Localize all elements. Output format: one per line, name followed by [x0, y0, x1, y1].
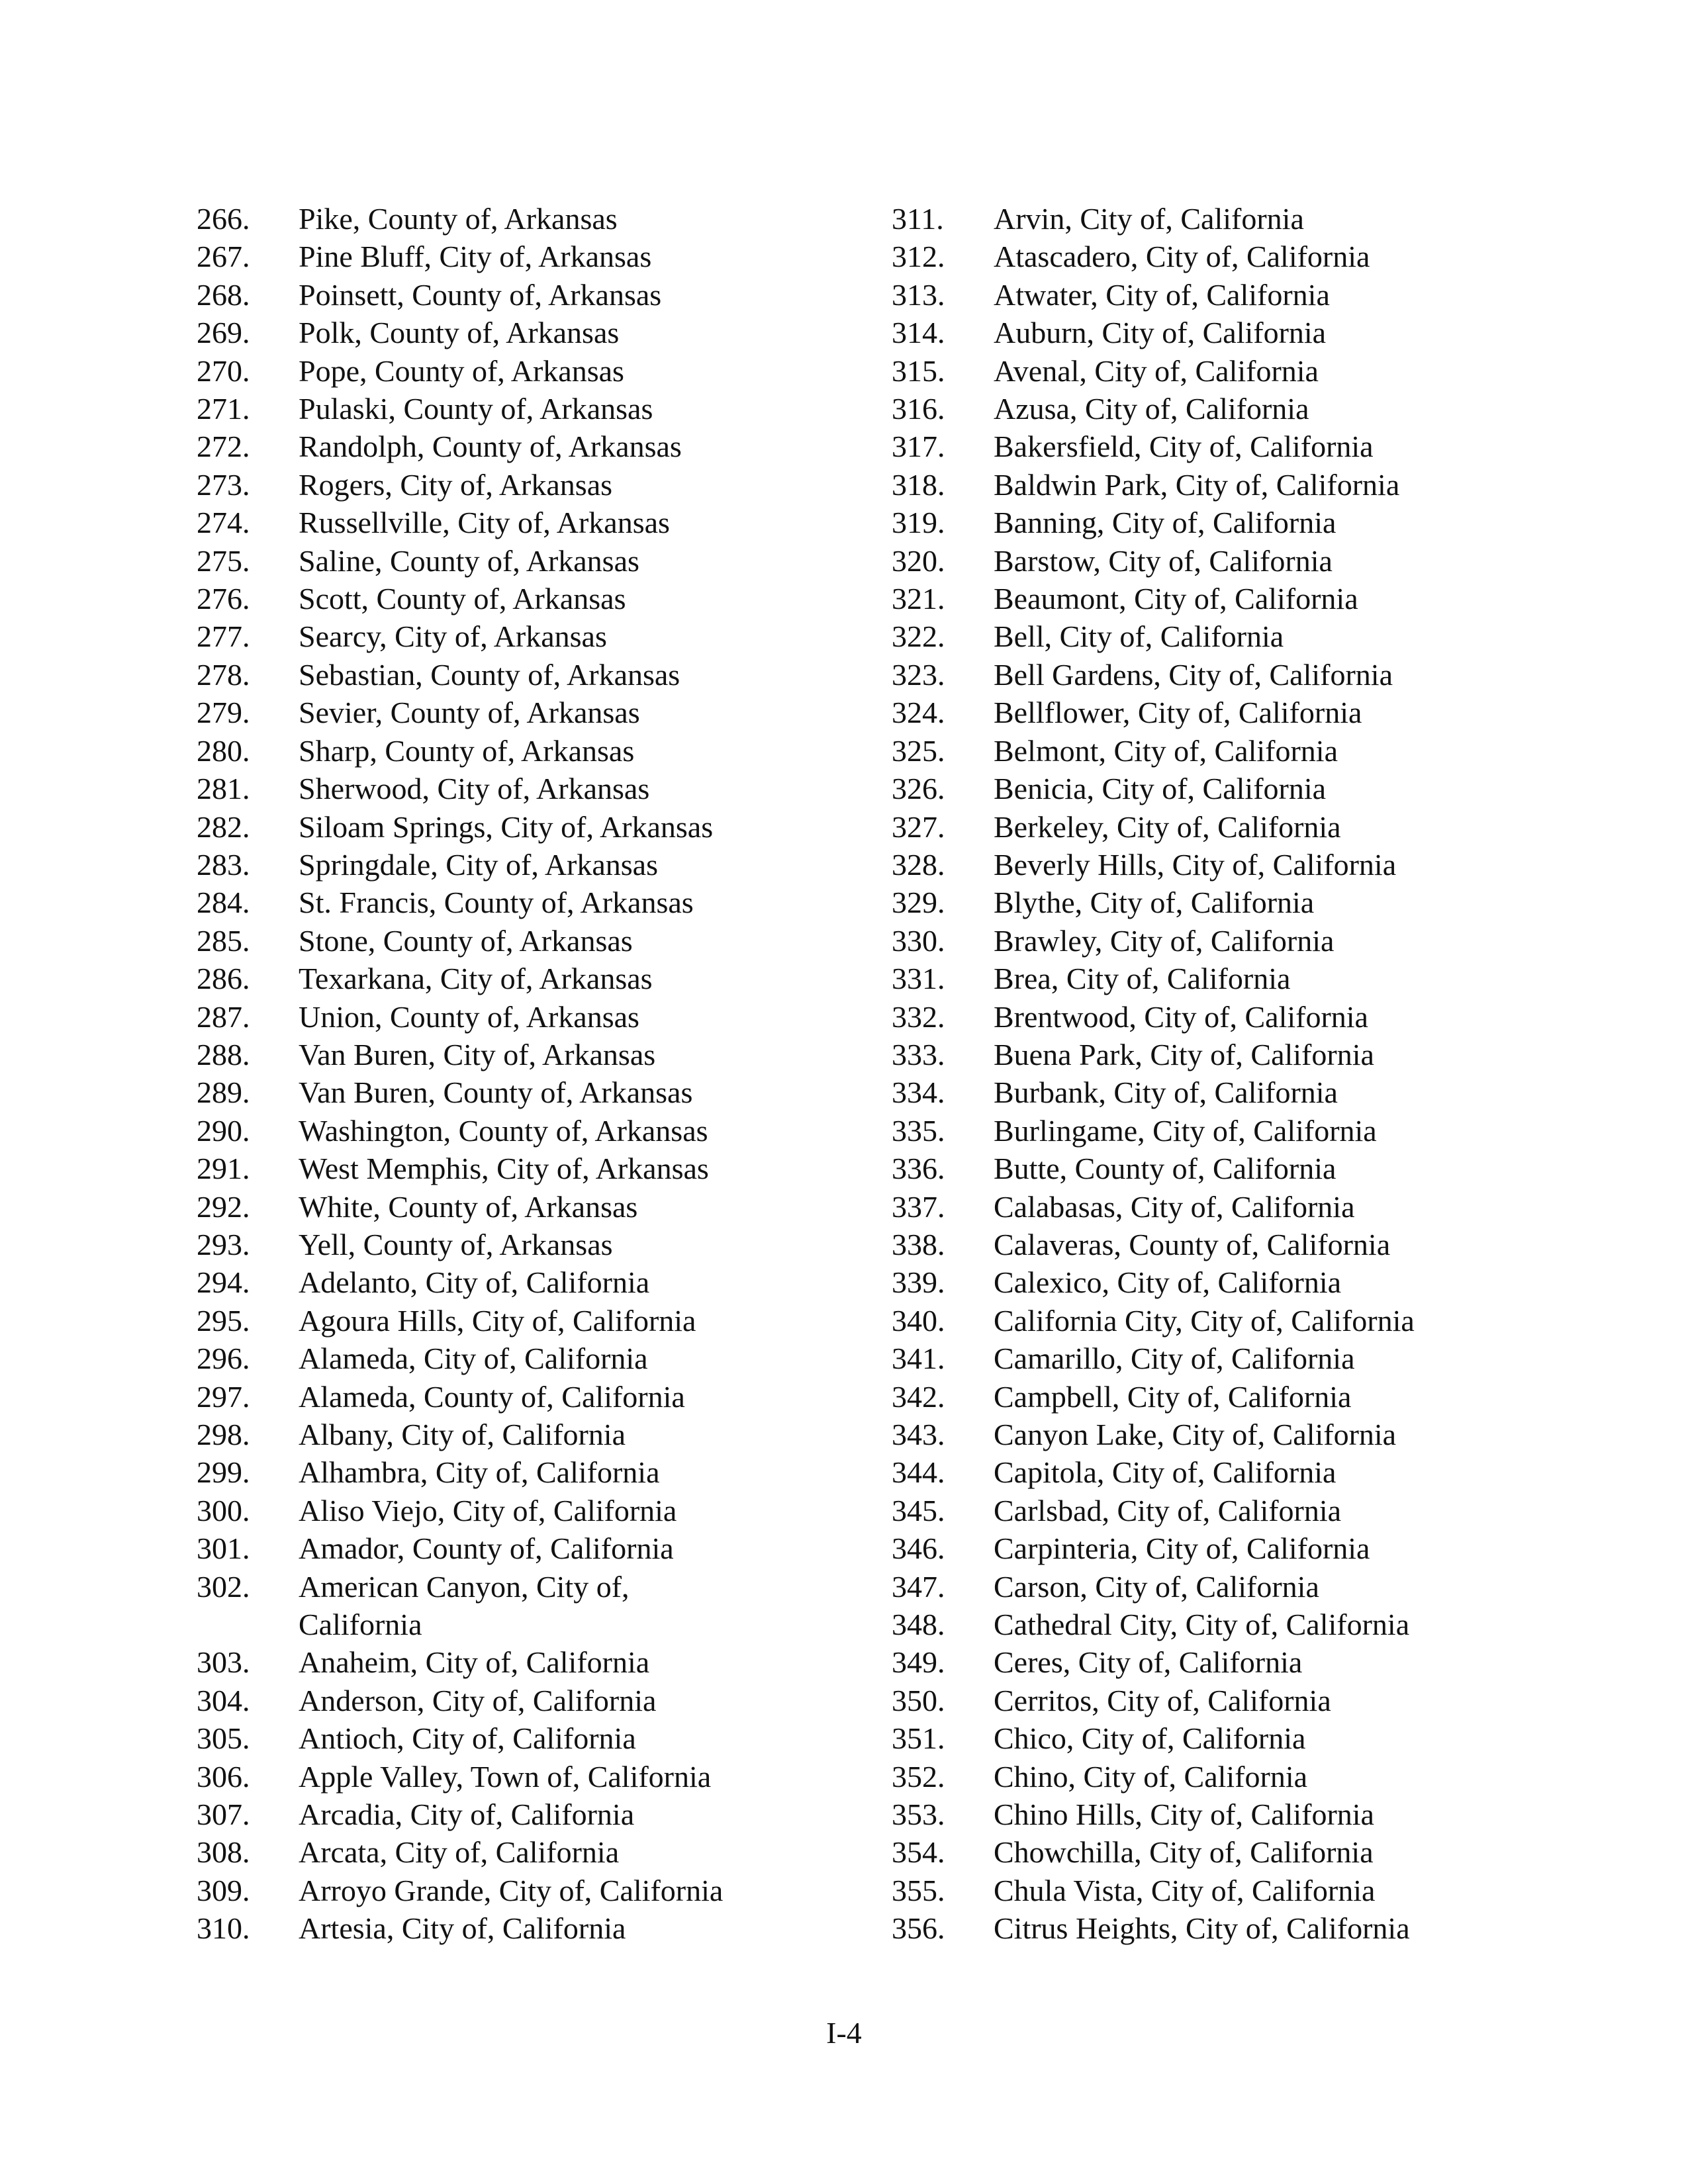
list-item: [197, 1188, 859, 1226]
item-name: Calabasas, City of, California: [994, 1189, 1355, 1224]
item-number: 333.: [892, 1037, 945, 1071]
list-item: [892, 922, 1554, 960]
item-number: 313.: [892, 277, 945, 312]
item-number: 304.: [197, 1683, 250, 1717]
list-item: [892, 1719, 1554, 1757]
item-name: Capitola, City of, California: [994, 1455, 1336, 1490]
list-item: [892, 617, 1554, 655]
item-number: 354.: [892, 1835, 945, 1870]
item-number: 323.: [892, 657, 945, 692]
item-number: 312.: [892, 240, 945, 274]
item-name: Auburn, City of, California: [994, 316, 1327, 350]
item-name: Brawley, City of, California: [994, 923, 1335, 958]
list-item: [892, 1073, 1554, 1111]
item-name: Azusa, City of, California: [994, 392, 1309, 426]
item-name: Alameda, County of, California: [299, 1379, 685, 1414]
list-item: [197, 1263, 859, 1301]
item-name: Citrus Heights, City of, California: [994, 1911, 1410, 1946]
item-name: Pulaski, County of, Arkansas: [299, 392, 653, 426]
item-number: 351.: [892, 1721, 945, 1756]
list-item: [892, 1682, 1554, 1719]
item-number: 325.: [892, 733, 945, 768]
item-name: Campbell, City of, California: [994, 1379, 1352, 1414]
item-number: 341.: [892, 1342, 945, 1376]
item-name: Butte, County of, California: [994, 1152, 1336, 1186]
item-number: 295.: [197, 1303, 250, 1338]
list-item: [892, 1378, 1554, 1416]
item-number: 324.: [892, 696, 945, 730]
list-item: [197, 846, 859, 884]
item-number: 301.: [197, 1531, 250, 1566]
item-name: Beaumont, City of, California: [994, 582, 1358, 616]
item-number: 314.: [892, 316, 945, 350]
item-name: Union, County of, Arkansas: [299, 999, 639, 1034]
item-name: White, County of, Arkansas: [299, 1189, 638, 1224]
list-item: [892, 1796, 1554, 1833]
item-number: 267.: [197, 240, 250, 274]
item-number: 276.: [197, 582, 250, 616]
list-item: [892, 1872, 1554, 1909]
item-number: 322.: [892, 619, 945, 654]
list-item: [892, 276, 1554, 314]
item-number: 339.: [892, 1265, 945, 1300]
list-item: [892, 542, 1554, 580]
item-name: Albany, City of, California: [299, 1418, 626, 1451]
list-item: [197, 694, 859, 731]
list-item: [197, 1378, 859, 1416]
item-name: Pike, County of, Arkansas: [299, 202, 618, 236]
item-number: 345.: [892, 1493, 945, 1527]
list-item: [197, 1833, 859, 1871]
list-item: [892, 466, 1554, 504]
item-number: 284.: [197, 886, 250, 920]
item-name: Camarillo, City of, California: [994, 1342, 1355, 1376]
list-item: [892, 1112, 1554, 1150]
list-item: [892, 200, 1554, 238]
item-number: 321.: [892, 582, 945, 616]
list-item: [197, 580, 859, 617]
item-name: Antioch, City of, California: [299, 1721, 636, 1756]
list-item: [197, 960, 859, 997]
item-number: 347.: [892, 1569, 945, 1604]
list-item: [197, 1643, 859, 1681]
item-name: Russellville, City of, Arkansas: [299, 506, 670, 540]
item-name: Atwater, City of, California: [994, 277, 1330, 312]
list-item: [892, 694, 1554, 731]
item-name: Adelanto, City of, California: [299, 1265, 650, 1300]
list-item: [197, 1492, 859, 1529]
item-number: 308.: [197, 1835, 250, 1870]
item-number: 285.: [197, 923, 250, 958]
item-name: Ceres, City of, California: [994, 1645, 1303, 1680]
item-name: West Memphis, City of, Arkansas: [299, 1152, 709, 1186]
item-number: 320.: [892, 543, 945, 578]
item-name: Anaheim, City of, California: [299, 1645, 650, 1680]
item-name: Polk, County of, Arkansas: [299, 316, 620, 350]
item-number: 349.: [892, 1645, 945, 1680]
item-number: 353.: [892, 1797, 945, 1832]
list-item: [892, 1188, 1554, 1226]
item-name: Pine Bluff, City of, Arkansas: [299, 240, 652, 274]
list-item: [197, 732, 859, 770]
list-item: [197, 1453, 859, 1491]
item-number: 316.: [892, 392, 945, 426]
item-name: Agoura Hills, City of, California: [299, 1303, 696, 1338]
item-number: 334.: [892, 1075, 945, 1110]
item-number: 343.: [892, 1418, 945, 1451]
item-number: 356.: [892, 1911, 945, 1946]
list-item: [197, 466, 859, 504]
item-name: Arvin, City of, California: [994, 202, 1304, 236]
list-item: [197, 1036, 859, 1073]
list-item: [892, 428, 1554, 465]
list-item: [892, 808, 1554, 846]
item-name: Avenal, City of, California: [994, 353, 1319, 388]
item-name: Sevier, County of, Arkansas: [299, 696, 640, 730]
list-item: [892, 1643, 1554, 1681]
item-number: 289.: [197, 1075, 250, 1110]
item-number: 319.: [892, 506, 945, 540]
list-item: [892, 238, 1554, 275]
item-name: Van Buren, City of, Arkansas: [299, 1037, 656, 1071]
list-item: [197, 1719, 859, 1757]
item-number: 344.: [892, 1455, 945, 1490]
item-number: 317.: [892, 430, 945, 464]
item-name: Burlingame, City of, California: [994, 1113, 1377, 1148]
item-name: Chula Vista, City of, California: [994, 1873, 1376, 1907]
item-name: Chino, City of, California: [994, 1759, 1308, 1794]
item-name: Searcy, City of, Arkansas: [299, 619, 607, 654]
list-item: [197, 770, 859, 807]
item-number: 348.: [892, 1608, 945, 1642]
item-name: Bell, City of, California: [994, 619, 1284, 654]
list-item: [892, 1340, 1554, 1377]
item-number: 303.: [197, 1645, 250, 1680]
item-number: 283.: [197, 847, 250, 882]
item-name: Buena Park, City of, California: [994, 1037, 1374, 1071]
item-name: Cerritos, City of, California: [994, 1683, 1331, 1717]
item-number: 270.: [197, 353, 250, 388]
item-number: 296.: [197, 1342, 250, 1376]
item-number: 332.: [892, 999, 945, 1034]
item-name: Bakersfield, City of, California: [994, 430, 1374, 464]
list-item: [197, 276, 859, 314]
item-number: 352.: [892, 1759, 945, 1794]
item-name: Saline, County of, Arkansas: [299, 543, 639, 578]
list-item: [197, 1226, 859, 1263]
list-item: [892, 314, 1554, 351]
item-name: Burbank, City of, California: [994, 1075, 1338, 1110]
item-number: 274.: [197, 506, 250, 540]
item-number: 291.: [197, 1152, 250, 1186]
list-item: [197, 617, 859, 655]
item-number: 315.: [892, 353, 945, 388]
list-item: [892, 580, 1554, 617]
item-name: Brea, City of, California: [994, 962, 1291, 996]
item-number: 280.: [197, 733, 250, 768]
item-number: 281.: [197, 772, 250, 806]
item-name: Belmont, City of, California: [994, 733, 1338, 768]
list-item: [197, 238, 859, 275]
list-item: [892, 1302, 1554, 1340]
item-name: Sharp, County of, Arkansas: [299, 733, 635, 768]
item-number: 342.: [892, 1379, 945, 1414]
list-item: [197, 504, 859, 541]
list-item: [892, 1606, 1554, 1643]
item-number: 326.: [892, 772, 945, 806]
item-number: 278.: [197, 657, 250, 692]
list-item: [197, 314, 859, 351]
item-number: 287.: [197, 999, 250, 1034]
item-name: Pope, County of, Arkansas: [299, 353, 624, 388]
list-item: [197, 352, 859, 390]
list-item: [892, 1492, 1554, 1529]
list-item: [197, 1872, 859, 1909]
list-item: [197, 428, 859, 465]
item-number: 271.: [197, 392, 250, 426]
item-name: Alhambra, City of, California: [299, 1455, 660, 1490]
list-item: [892, 960, 1554, 997]
list-item: [892, 732, 1554, 770]
item-name: Chino Hills, City of, California: [994, 1797, 1374, 1832]
item-name: Apple Valley, Town of, California: [299, 1759, 712, 1794]
item-number: 293.: [197, 1227, 250, 1261]
item-name: Barstow, City of, California: [994, 543, 1333, 578]
item-name: Blythe, City of, California: [994, 886, 1315, 920]
list-item: [197, 390, 859, 428]
item-number: 305.: [197, 1721, 250, 1756]
item-number: 275.: [197, 543, 250, 578]
item-number: 279.: [197, 696, 250, 730]
list-item: [892, 1150, 1554, 1187]
item-number: 355.: [892, 1873, 945, 1907]
item-number: 288.: [197, 1037, 250, 1071]
item-number: 350.: [892, 1683, 945, 1717]
item-number: 311.: [892, 202, 944, 236]
list-item: [197, 1150, 859, 1187]
list-item: [197, 200, 859, 238]
item-number: 328.: [892, 847, 945, 882]
item-number: 269.: [197, 316, 250, 350]
page-number: I-4: [826, 2016, 862, 2050]
list-item: [892, 1036, 1554, 1073]
list-item: [892, 770, 1554, 807]
right-column: [892, 200, 1554, 1948]
list-item: [197, 922, 859, 960]
item-name: Carson, City of, California: [994, 1569, 1319, 1604]
list-item: [892, 1263, 1554, 1301]
list-item: [197, 542, 859, 580]
item-name: California City, City of, California: [994, 1303, 1415, 1338]
item-name: Alameda, City of, California: [299, 1342, 648, 1376]
item-number: 292.: [197, 1189, 250, 1224]
list-item: [197, 1909, 859, 1947]
item-name: Chowchilla, City of, California: [994, 1835, 1374, 1870]
list-item: [197, 998, 859, 1036]
list-item: [892, 1226, 1554, 1263]
list-item: [892, 1758, 1554, 1796]
item-number: 337.: [892, 1189, 945, 1224]
item-name: Atascadero, City of, California: [994, 240, 1370, 274]
item-name: Artesia, City of, California: [299, 1911, 626, 1946]
item-number: 299.: [197, 1455, 250, 1490]
item-number: 330.: [892, 923, 945, 958]
list-item: [197, 884, 859, 921]
list-item: [197, 1073, 859, 1111]
list-item: [197, 1758, 859, 1796]
item-number: 338.: [892, 1227, 945, 1261]
item-name: Bell Gardens, City of, California: [994, 657, 1393, 692]
item-name: Van Buren, County of, Arkansas: [299, 1075, 693, 1110]
item-number: 309.: [197, 1873, 250, 1907]
item-name: Sherwood, City of, Arkansas: [299, 772, 650, 806]
item-name: Siloam Springs, City of, Arkansas: [299, 809, 714, 844]
item-number: 300.: [197, 1493, 250, 1527]
item-number: 335.: [892, 1113, 945, 1148]
item-name: Sebastian, County of, Arkansas: [299, 657, 680, 692]
list-item: [892, 1416, 1554, 1453]
list-item: [197, 656, 859, 694]
list-item: [892, 846, 1554, 884]
item-number: 310.: [197, 1911, 250, 1946]
list-item: [197, 1302, 859, 1340]
list-item: [197, 1112, 859, 1150]
item-number: 272.: [197, 430, 250, 464]
item-number: 327.: [892, 809, 945, 844]
item-name: Calaveras, County of, California: [994, 1227, 1391, 1261]
item-number: 298.: [197, 1418, 250, 1451]
item-name: Arcata, City of, California: [299, 1835, 620, 1870]
list-item: [892, 390, 1554, 428]
item-name: Arcadia, City of, California: [299, 1797, 635, 1832]
item-name: Scott, County of, Arkansas: [299, 582, 626, 616]
item-name: Arroyo Grande, City of, California: [299, 1873, 724, 1907]
item-name: Rogers, City of, Arkansas: [299, 467, 613, 502]
list-item: [892, 1833, 1554, 1871]
item-name: Benicia, City of, California: [994, 772, 1327, 806]
list-item: [197, 1416, 859, 1453]
list-item: [197, 1682, 859, 1719]
item-name: Randolph, County of, Arkansas: [299, 430, 682, 464]
item-name: Berkeley, City of, California: [994, 809, 1341, 844]
item-name: Aliso Viejo, City of, California: [299, 1493, 677, 1527]
item-name: Canyon Lake, City of, California: [994, 1418, 1397, 1451]
item-name: Springdale, City of, Arkansas: [299, 847, 658, 882]
list-item: [892, 352, 1554, 390]
item-number: 346.: [892, 1531, 945, 1566]
item-number: 290.: [197, 1113, 250, 1148]
item-name: Banning, City of, California: [994, 506, 1336, 540]
item-name: Stone, County of, Arkansas: [299, 923, 633, 958]
item-number: 294.: [197, 1265, 250, 1300]
item-name: St. Francis, County of, Arkansas: [299, 886, 694, 920]
item-name: Carpinteria, City of, California: [994, 1531, 1370, 1566]
list-item: [197, 1340, 859, 1377]
item-number: 331.: [892, 962, 945, 996]
item-number: 336.: [892, 1152, 945, 1186]
list-item: [197, 1529, 859, 1567]
item-name: Brentwood, City of, California: [994, 999, 1368, 1034]
item-name: Baldwin Park, City of, California: [994, 467, 1400, 502]
item-name: Amador, County of, California: [299, 1531, 674, 1566]
item-name: Yell, County of, Arkansas: [299, 1227, 613, 1261]
list-item: [892, 1453, 1554, 1491]
list-item: [892, 656, 1554, 694]
list-item: [892, 998, 1554, 1036]
item-name: American Canyon, City of, California: [299, 1569, 630, 1642]
left-column: [197, 200, 859, 1948]
item-name: Anderson, City of, California: [299, 1683, 657, 1717]
item-name: Texarkana, City of, Arkansas: [299, 962, 653, 996]
item-name: Chico, City of, California: [994, 1721, 1306, 1756]
item-number: 268.: [197, 277, 250, 312]
item-name: Washington, County of, Arkansas: [299, 1113, 708, 1148]
item-name: Bellflower, City of, California: [994, 696, 1362, 730]
item-number: 307.: [197, 1797, 250, 1832]
list-item: [892, 1568, 1554, 1606]
item-number: 306.: [197, 1759, 250, 1794]
item-name: Carlsbad, City of, California: [994, 1493, 1342, 1527]
item-number: 277.: [197, 619, 250, 654]
list-item: [892, 1529, 1554, 1567]
list-item: [892, 1909, 1554, 1947]
item-name: Beverly Hills, City of, California: [994, 847, 1397, 882]
item-name: Cathedral City, City of, California: [994, 1608, 1410, 1642]
item-number: 302.: [197, 1569, 250, 1604]
item-number: 282.: [197, 809, 250, 844]
item-number: 318.: [892, 467, 945, 502]
item-name: Poinsett, County of, Arkansas: [299, 277, 662, 312]
item-number: 266.: [197, 202, 250, 236]
list-item: [197, 1796, 859, 1833]
list-item: [197, 1568, 859, 1644]
list-item: [892, 504, 1554, 541]
item-number: 273.: [197, 467, 250, 502]
item-number: 329.: [892, 886, 945, 920]
item-number: 340.: [892, 1303, 945, 1338]
list-item: [892, 884, 1554, 921]
item-name: Calexico, City of, California: [994, 1265, 1342, 1300]
item-number: 297.: [197, 1379, 250, 1414]
item-number: 286.: [197, 962, 250, 996]
list-item: [197, 808, 859, 846]
